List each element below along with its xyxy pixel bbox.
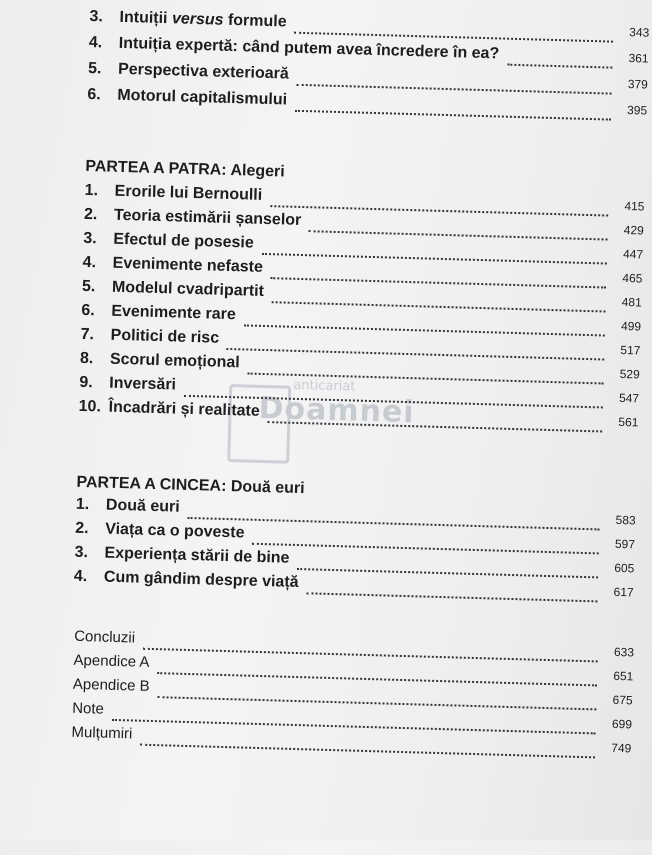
entry-page: 447	[622, 246, 644, 262]
entry-title: Intuiția expertă: când putem avea încredere în ea?	[118, 34, 500, 63]
entry-page: 547	[618, 390, 640, 406]
entry-title: Experiența stării de bine	[104, 544, 290, 567]
entry-page: 583	[615, 512, 636, 528]
entry-title: Încadrări și realitate	[108, 398, 261, 420]
watermark-main-text: Doamnei	[258, 390, 416, 431]
entry-number: 2.	[83, 205, 98, 224]
entry-title: Efectul de posesie	[113, 230, 255, 252]
entry-page: 415	[624, 199, 645, 214]
part-heading: PARTEA A PATRA: Alegeri	[85, 157, 285, 181]
entry-number: 4.	[88, 33, 103, 52]
entry-title: Politici de risc	[110, 326, 220, 347]
entry-title: Apendice B	[72, 675, 150, 695]
entry-number: 3.	[74, 543, 89, 562]
entry-page: 481	[621, 294, 642, 310]
entry-number: 7.	[80, 325, 95, 344]
entry-title: Evenimente nefaste	[112, 254, 264, 276]
watermark-top-text: anticariat	[293, 377, 356, 395]
leader-dots	[507, 62, 612, 69]
entry-page: 699	[611, 716, 633, 732]
entry-page: 465	[622, 270, 643, 286]
leader-dots	[306, 590, 597, 602]
entry-title: Concluzii	[73, 627, 136, 647]
watermark	[227, 376, 416, 461]
entry-page: 561	[618, 414, 639, 430]
leader-dots	[295, 108, 611, 121]
entry-page: 675	[612, 692, 633, 708]
entry-number: 3.	[89, 7, 104, 26]
entry-title: Inversări	[109, 374, 177, 394]
entry-title: Teoria estimării șanselor	[113, 206, 302, 229]
entry-title: Erorile lui Bernoulli	[114, 182, 263, 204]
entry-number: 5.	[87, 59, 102, 78]
entry-number: 4.	[73, 567, 88, 586]
entry-number: 2.	[75, 519, 89, 538]
part-heading: PARTEA A CINCEA: Două euri	[76, 473, 305, 498]
entry-title: Viața ca o poveste	[104, 520, 245, 542]
entry-page: 633	[613, 644, 635, 660]
entry-title: Evenimente rare	[111, 302, 237, 324]
entry-title: Două euri	[105, 496, 180, 516]
entry-number: 4.	[82, 253, 97, 272]
entry-title: Mulțumiri	[71, 723, 133, 743]
entry-number: 9.	[79, 373, 93, 392]
entry-page: 749	[611, 740, 632, 756]
entry-page: 517	[620, 342, 641, 358]
entry-page: 395	[626, 103, 648, 118]
entry-page: 429	[623, 222, 644, 238]
entry-title: Scorul emoțional	[109, 350, 240, 372]
entry-page: 379	[627, 77, 649, 92]
entry-page: 605	[614, 560, 635, 576]
leader-dots	[140, 742, 595, 759]
entry-number: 5.	[81, 277, 96, 296]
entry-title: Modelul cvadripartit	[111, 278, 265, 300]
entry-title: Perspectiva exterioară	[117, 60, 290, 83]
entry-page: 529	[619, 366, 640, 382]
entry-number: 6.	[87, 85, 101, 104]
entry-title: Cum gândim despre viață	[103, 568, 299, 592]
entry-title: Motorul capitalismului	[117, 86, 288, 109]
entry-page: 617	[613, 584, 634, 600]
entry-number: 1.	[75, 495, 90, 514]
entry-title: Note	[71, 699, 105, 718]
entry-page: 597	[614, 536, 636, 552]
entry-number: 8.	[79, 349, 94, 368]
entry-title: Intuiții versus formule	[119, 8, 287, 31]
entry-title: Apendice A	[73, 651, 150, 671]
entry-page: 499	[620, 318, 642, 334]
entry-page: 343	[629, 25, 650, 40]
entry-number: 3.	[83, 229, 97, 248]
entry-number: 10.	[78, 397, 102, 416]
entry-number: 6.	[81, 301, 95, 320]
entry-page: 361	[628, 51, 649, 66]
entry-page: 651	[613, 668, 634, 684]
entry-number: 1.	[84, 181, 99, 200]
